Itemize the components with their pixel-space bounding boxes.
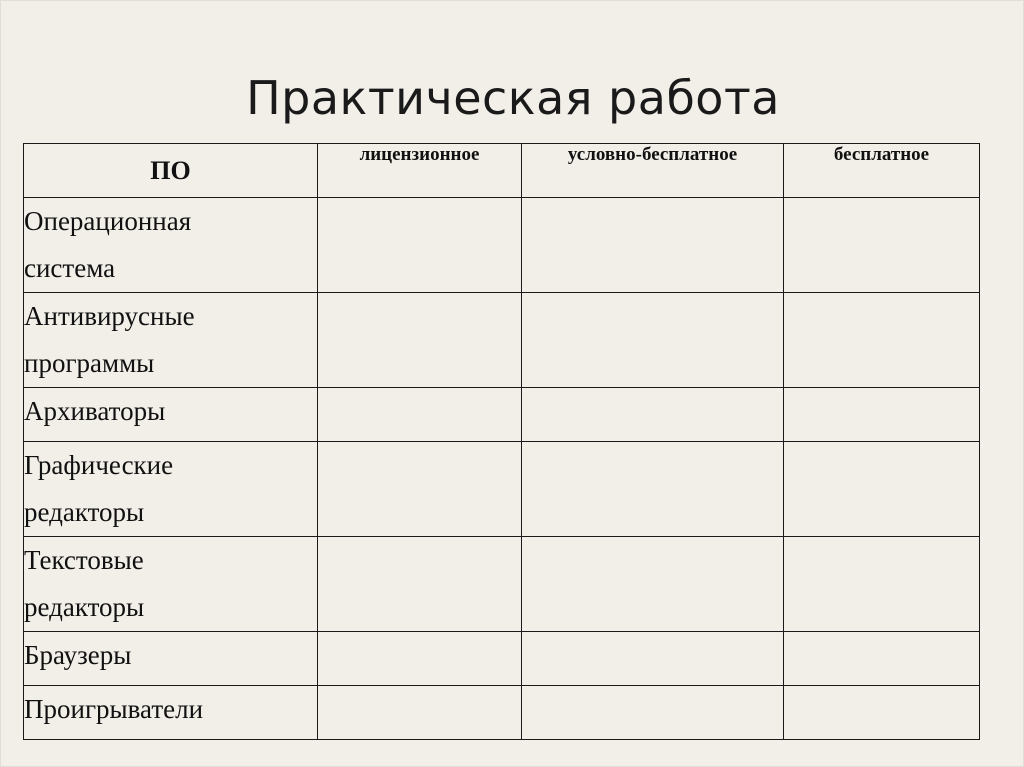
- table-row: [24, 686, 980, 740]
- table-cell[interactable]: [784, 293, 980, 388]
- slide-title: Практическая работа: [246, 71, 780, 125]
- column-header-free: бесплатное: [784, 144, 980, 198]
- table-cell[interactable]: [784, 537, 980, 632]
- row-header-operating-system: [24, 198, 318, 293]
- row-label-line: редакторы: [24, 592, 145, 622]
- table-cell[interactable]: [522, 632, 784, 686]
- table-cell[interactable]: [522, 537, 784, 632]
- table-cell[interactable]: [784, 388, 980, 442]
- row-header-text-editors: [24, 537, 318, 632]
- row-label-line: Операционная: [24, 206, 192, 236]
- table-cell[interactable]: [784, 442, 980, 537]
- row-label-line: Антивирусные: [24, 301, 195, 331]
- table-cell[interactable]: [318, 388, 522, 442]
- row-header-graphic-editors: [24, 442, 318, 537]
- table-cell[interactable]: [522, 686, 784, 740]
- table-row: [24, 537, 980, 632]
- table-cell[interactable]: [318, 686, 522, 740]
- row-label-line: Браузеры: [24, 640, 132, 670]
- corner-header: ПО: [24, 144, 318, 198]
- row-label-line: программы: [24, 348, 155, 378]
- table-cell[interactable]: [318, 198, 522, 293]
- row-header-browsers: [24, 632, 318, 686]
- row-header-antivirus: [24, 293, 318, 388]
- row-label-line: Архиваторы: [24, 396, 166, 426]
- table-row: [24, 293, 980, 388]
- table-cell[interactable]: [522, 198, 784, 293]
- column-header-licensed: лицензионное: [318, 144, 522, 198]
- table-cell[interactable]: [318, 442, 522, 537]
- table-cell[interactable]: [784, 686, 980, 740]
- table-cell[interactable]: [522, 442, 784, 537]
- table-row: [24, 632, 980, 686]
- table-cell[interactable]: [318, 293, 522, 388]
- table-cell[interactable]: [522, 293, 784, 388]
- software-table: [23, 143, 980, 740]
- table-cell[interactable]: [784, 632, 980, 686]
- table-header-row: [24, 144, 980, 198]
- table-cell[interactable]: [522, 388, 784, 442]
- table-row: [24, 198, 980, 293]
- row-header-archivers: [24, 388, 318, 442]
- row-label-line: Графические: [24, 450, 174, 480]
- row-label-line: редакторы: [24, 497, 145, 527]
- column-header-shareware: условно-бесплатное: [522, 144, 784, 198]
- table-cell[interactable]: [318, 632, 522, 686]
- row-label-line: Текстовые: [24, 545, 144, 575]
- table-cell[interactable]: [784, 198, 980, 293]
- table-cell[interactable]: [318, 537, 522, 632]
- table-row: [24, 388, 980, 442]
- table-row: [24, 442, 980, 537]
- row-header-players: [24, 686, 318, 740]
- row-label-line: система: [24, 253, 116, 283]
- row-label-line: Проигрыватели: [24, 694, 204, 724]
